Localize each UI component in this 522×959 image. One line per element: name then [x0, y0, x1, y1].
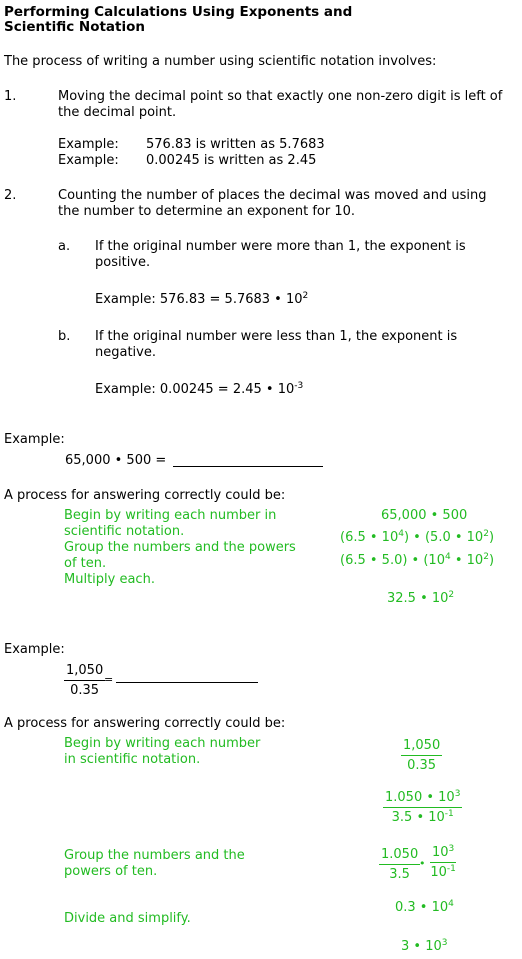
fraction-denominator: 0.35 [407, 758, 437, 773]
example-2-step-1-line-2: in scientific notation. [64, 752, 201, 767]
example-1-step-text-1: Begin by writing each number in [64, 508, 277, 523]
fraction-numerator: 1,050 [401, 738, 442, 756]
step-2-number: 2. [4, 188, 17, 203]
example-1-process-intro: A process for answering correctly could be: [4, 488, 286, 503]
example-1-result: 32.5 • $10^2$ [387, 590, 455, 606]
example-1-step-text-2: scientific notation. [64, 524, 185, 539]
example-2-work-fraction-1 [401, 738, 442, 773]
step-1-example-2: 0.00245 is written as 2.45 [146, 153, 317, 168]
step-1-example-1: 576.83 is written as 5.7683 [146, 137, 325, 152]
fraction-denominator: 0.35 [70, 683, 100, 698]
example-2-work-fraction-2 [383, 790, 462, 825]
intro-text: The process of writing a number using scientific notation involves: [4, 54, 437, 69]
page-title-line-1: Performing Calculations Using Exponents and [4, 4, 353, 20]
fraction-denominator: 3.5 [389, 867, 410, 882]
example-2-equals: = [104, 673, 114, 686]
fraction-numerator: 1.050 • $10^3$ [383, 790, 462, 808]
step-2b-line-2: negative. [95, 345, 156, 360]
example-1-step-text-3: Group the numbers and the powers [64, 540, 296, 555]
fraction-denominator: $10^{-1}$ [430, 864, 456, 880]
example-1-work-line-3: (6.5 • 5.0) • ($10^4$ • $10^2$) [340, 552, 495, 568]
step-1-text-line-1: Moving the decimal point so that exactly one non-zero digit is left of [58, 89, 503, 104]
step-2b-example: Example: 0.00245 = 2.45 • $10^{-3}$ [95, 381, 304, 397]
example-2-work-fraction-3a [379, 847, 420, 882]
fraction-numerator: 1.050 [379, 847, 420, 865]
example-2-step-3: Divide and simplify. [64, 911, 191, 926]
step-2a-line-1: If the original number were more than 1, the exponent is [95, 239, 466, 254]
example-1-step-text-4: of ten. [64, 556, 107, 571]
fraction-denominator: 3.5 • $10^{-1}$ [391, 809, 454, 825]
step-1-text-line-2: the decimal point. [58, 105, 177, 120]
example-2-step-1-line-1: Begin by writing each number [64, 736, 261, 751]
example-1-label: Example: [4, 432, 65, 447]
step-2b-line-1: If the original number were less than 1, the exponent is [95, 329, 458, 344]
example-1-problem: 65,000 • 500 = [65, 453, 167, 468]
step-2b-label: b. [58, 329, 71, 344]
example-2-problem-fraction [64, 663, 105, 698]
step-2-text-line-2: the number to determine an exponent for 10. [58, 204, 356, 219]
step-1-example-label-1: Example: [58, 137, 119, 152]
example-2-work-line-5: 3 • $10^3$ [401, 938, 448, 954]
step-1-example-label-2: Example: [58, 153, 119, 168]
example-2-label: Example: [4, 642, 65, 657]
example-2-work-fraction-3b [430, 845, 456, 880]
page-title-line-2: Scientific Notation [4, 19, 146, 35]
step-1-number: 1. [4, 89, 17, 104]
fraction-numerator: 1,050 [64, 663, 105, 681]
example-1-step-text-5: Multiply each. [64, 572, 155, 587]
fraction-numerator: $10^3$ [430, 845, 456, 863]
step-2a-label: a. [58, 239, 71, 254]
example-2-work-multiply-dot: • [419, 857, 426, 870]
example-2-answer-blank [116, 682, 258, 683]
example-1-work-line-1: 65,000 • 500 [381, 508, 468, 523]
step-2a-example: Example: 576.83 = 5.7683 • $10^2$ [95, 291, 309, 307]
example-2-step-2-line-1: Group the numbers and the [64, 848, 245, 863]
step-2a-line-2: positive. [95, 255, 151, 270]
example-1-work-line-2: (6.5 • $10^4$) • (5.0 • $10^2$) [340, 529, 495, 545]
example-1-answer-blank [173, 466, 323, 467]
example-2-work-line-4: 0.3 • $10^4$ [395, 899, 454, 915]
example-2-process-intro: A process for answering correctly could be: [4, 716, 286, 731]
example-2-step-2-line-2: powers of ten. [64, 864, 158, 879]
step-2-text-line-1: Counting the number of places the decimal was moved and using [58, 188, 487, 203]
